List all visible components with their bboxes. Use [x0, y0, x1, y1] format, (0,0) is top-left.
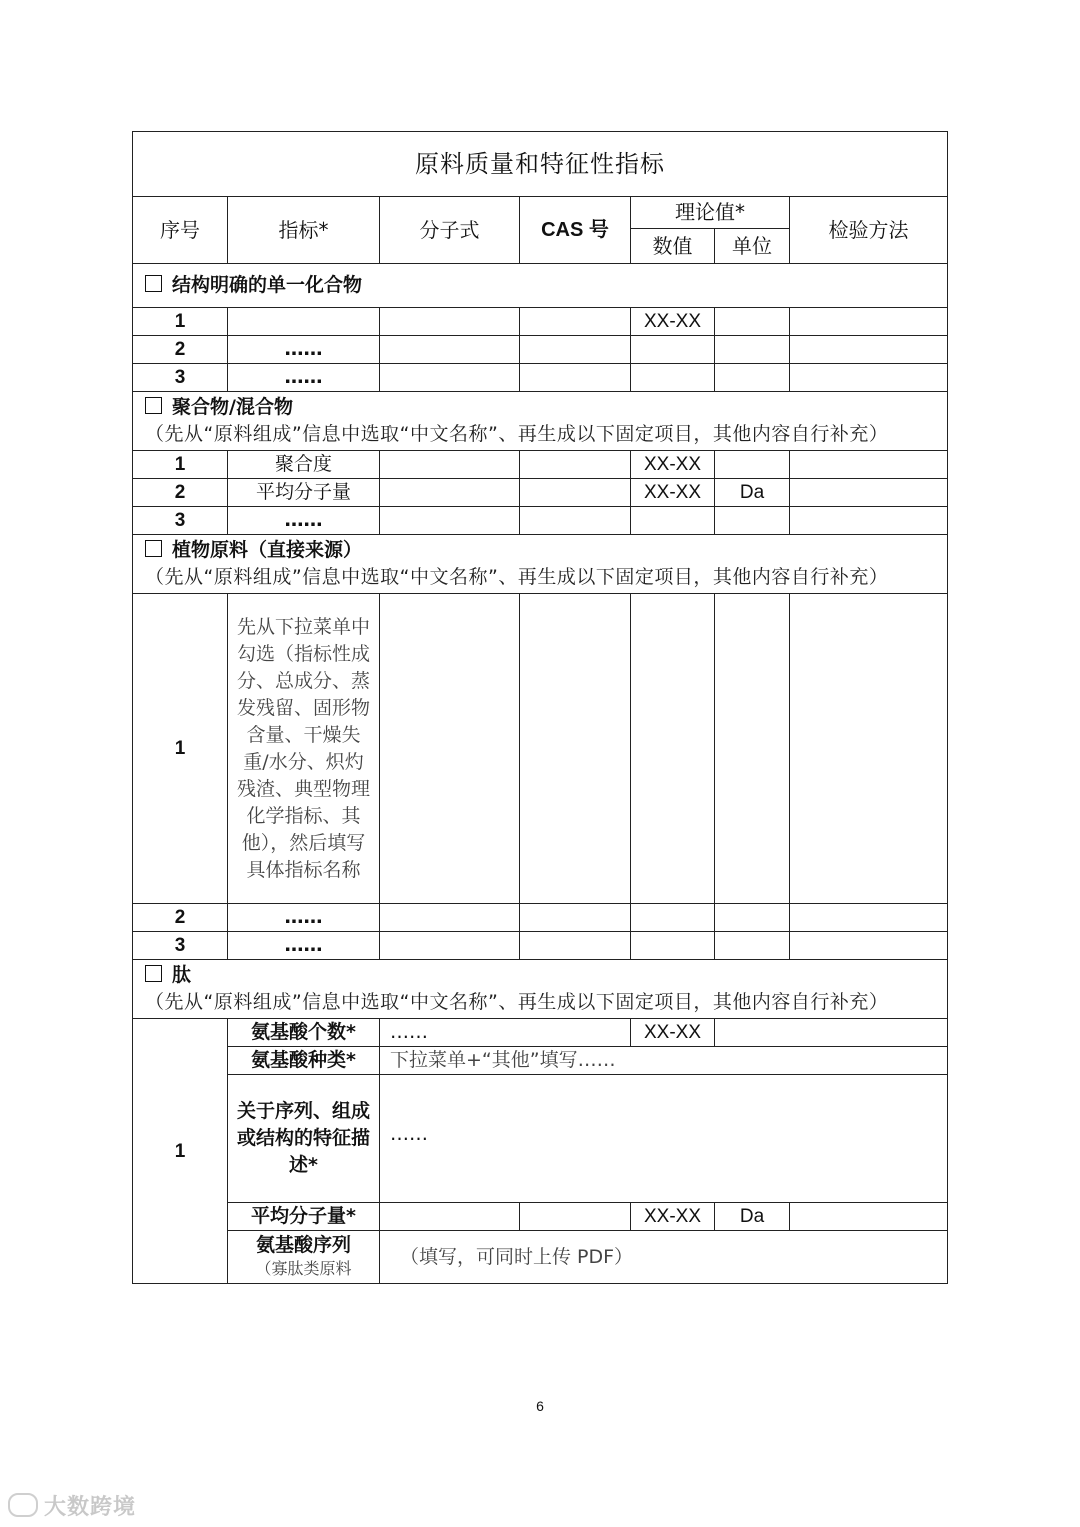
header-theory: 理论值* — [631, 197, 790, 229]
sequence-input[interactable]: （填写，可同时上传 PDF） — [380, 1231, 948, 1284]
row-seq: 2 — [133, 904, 228, 932]
page-number: 6 — [536, 1398, 544, 1414]
structure-desc-label: 关于序列、组成或结构的特征描述* — [228, 1075, 380, 1203]
table-row — [133, 594, 948, 904]
row-formula[interactable] — [380, 479, 520, 507]
aa-type-label: 氨基酸种类* — [228, 1047, 380, 1075]
row-method[interactable] — [790, 594, 948, 904]
row-seq: 3 — [133, 932, 228, 960]
row-formula[interactable] — [380, 507, 520, 535]
header-indicator: 指标* — [228, 197, 380, 264]
header-unit: 单位 — [715, 229, 790, 264]
row-value[interactable]: XX-XX — [631, 479, 715, 507]
row-indicator[interactable]: …… — [228, 507, 380, 535]
section-title: 结构明确的单一化合物 — [172, 274, 363, 296]
header-method: 检验方法 — [790, 197, 948, 264]
row-value[interactable]: XX-XX — [631, 308, 715, 336]
row-unit[interactable] — [715, 507, 790, 535]
table-row — [133, 364, 948, 392]
header-cas: CAS 号 — [520, 197, 631, 264]
row-method[interactable] — [790, 932, 948, 960]
row-unit[interactable] — [715, 594, 790, 904]
mw-label: 平均分子量* — [228, 1203, 380, 1231]
mw-formula[interactable] — [380, 1203, 520, 1231]
row-unit[interactable] — [715, 904, 790, 932]
row-indicator[interactable]: …… — [228, 904, 380, 932]
sequence-label: 氨基酸序列 — [255, 1234, 351, 1256]
row-value[interactable]: XX-XX — [631, 451, 715, 479]
header-value: 数值 — [631, 229, 715, 264]
row-seq: 1 — [133, 451, 228, 479]
row-method[interactable] — [790, 308, 948, 336]
header-formula: 分子式 — [380, 197, 520, 264]
row-cas[interactable] — [520, 479, 631, 507]
row-indicator[interactable] — [228, 308, 380, 336]
row-indicator[interactable]: …… — [228, 336, 380, 364]
row-method[interactable] — [790, 364, 948, 392]
row-seq: 3 — [133, 507, 228, 535]
row-unit[interactable] — [715, 364, 790, 392]
section-peptide — [133, 960, 948, 1019]
section-title: 植物原料（直接来源） — [172, 539, 363, 561]
table-row — [133, 336, 948, 364]
row-method[interactable] — [790, 336, 948, 364]
row-cas[interactable] — [520, 364, 631, 392]
section-note: （先从“原料组成”信息中选取“中文名称”、再生成以下固定项目，其他内容自行补充） — [145, 566, 889, 588]
aa-type-dropdown[interactable]: 下拉菜单+“其他”填写…… — [380, 1047, 948, 1075]
row-value[interactable] — [631, 594, 715, 904]
row-cas[interactable] — [520, 932, 631, 960]
table-row — [133, 1075, 948, 1203]
table-row — [133, 1203, 948, 1231]
row-unit[interactable] — [715, 932, 790, 960]
row-method[interactable] — [790, 451, 948, 479]
row-seq: 2 — [133, 336, 228, 364]
section-checkbox[interactable] — [145, 965, 162, 982]
row-indicator[interactable]: …… — [228, 364, 380, 392]
watermark-text: 大数跨境 — [44, 1495, 137, 1520]
table-row — [133, 308, 948, 336]
row-indicator[interactable]: …… — [228, 932, 380, 960]
row-seq: 3 — [133, 364, 228, 392]
indicator-dropdown-hint[interactable]: 先从下拉菜单中勾选（指标性成分、总成分、蒸发残留、固形物含量、干燥失重/水分、炽灼残渣、典型物理化学指标、其他），然后填写具体指标名称 — [228, 594, 380, 904]
aa-count-extra[interactable] — [715, 1019, 948, 1047]
aa-count-range[interactable]: XX-XX — [631, 1019, 715, 1047]
table-title: 原料质量和特征性指标 — [133, 132, 948, 197]
mw-method[interactable] — [790, 1203, 948, 1231]
row-unit[interactable] — [715, 308, 790, 336]
row-method[interactable] — [790, 904, 948, 932]
table-row — [133, 1019, 948, 1047]
row-unit[interactable] — [715, 451, 790, 479]
row-cas[interactable] — [520, 308, 631, 336]
row-method[interactable] — [790, 479, 948, 507]
table-row — [133, 932, 948, 960]
row-value[interactable] — [631, 336, 715, 364]
row-cas[interactable] — [520, 507, 631, 535]
row-formula[interactable] — [380, 308, 520, 336]
table-row — [133, 507, 948, 535]
quality-indicator-table — [132, 131, 948, 1284]
section-checkbox[interactable] — [145, 397, 162, 414]
aa-count-input[interactable]: …… — [380, 1019, 631, 1047]
row-seq: 1 — [133, 308, 228, 336]
table-row — [133, 479, 948, 507]
mw-unit[interactable]: Da — [715, 1203, 790, 1231]
row-value[interactable] — [631, 904, 715, 932]
row-value[interactable] — [631, 507, 715, 535]
row-seq: 1 — [133, 1019, 228, 1284]
table-row — [133, 1231, 948, 1284]
header-seq: 序号 — [133, 197, 228, 264]
row-formula[interactable] — [380, 451, 520, 479]
table-row — [133, 1047, 948, 1075]
row-formula[interactable] — [380, 336, 520, 364]
row-value[interactable] — [631, 932, 715, 960]
watermark-logo-icon — [8, 1493, 38, 1517]
section-polymer-mixture — [133, 392, 948, 451]
row-cas[interactable] — [520, 904, 631, 932]
sequence-sublabel: （寡肽类原料 — [255, 1259, 352, 1278]
row-formula[interactable] — [380, 594, 520, 904]
section-checkbox[interactable] — [145, 540, 162, 557]
aa-count-label: 氨基酸个数* — [228, 1019, 380, 1047]
row-cas[interactable] — [520, 594, 631, 904]
section-note: （先从“原料组成”信息中选取“中文名称”、再生成以下固定项目，其他内容自行补充） — [145, 991, 889, 1013]
row-formula[interactable] — [380, 932, 520, 960]
table-row — [133, 904, 948, 932]
sequence-label-cell — [228, 1231, 380, 1284]
row-formula[interactable] — [380, 364, 520, 392]
structure-desc-input[interactable]: …… — [380, 1075, 948, 1203]
row-unit[interactable] — [715, 336, 790, 364]
table-row — [133, 451, 948, 479]
row-seq: 1 — [133, 594, 228, 904]
row-value[interactable] — [631, 364, 715, 392]
section-title: 聚合物/混合物 — [172, 396, 293, 418]
section-single-compound — [133, 264, 948, 308]
row-cas[interactable] — [520, 336, 631, 364]
section-plant-material — [133, 535, 948, 594]
row-seq: 2 — [133, 479, 228, 507]
mw-value[interactable]: XX-XX — [631, 1203, 715, 1231]
row-unit[interactable]: Da — [715, 479, 790, 507]
section-title: 肽 — [172, 964, 192, 986]
row-formula[interactable] — [380, 904, 520, 932]
row-cas[interactable] — [520, 451, 631, 479]
section-note: （先从“原料组成”信息中选取“中文名称”、再生成以下固定项目，其他内容自行补充） — [145, 423, 889, 445]
row-method[interactable] — [790, 507, 948, 535]
row-indicator[interactable]: 聚合度 — [228, 451, 380, 479]
watermark — [8, 1490, 136, 1521]
mw-cas[interactable] — [520, 1203, 631, 1231]
section-checkbox[interactable] — [145, 275, 162, 292]
row-indicator[interactable]: 平均分子量 — [228, 479, 380, 507]
